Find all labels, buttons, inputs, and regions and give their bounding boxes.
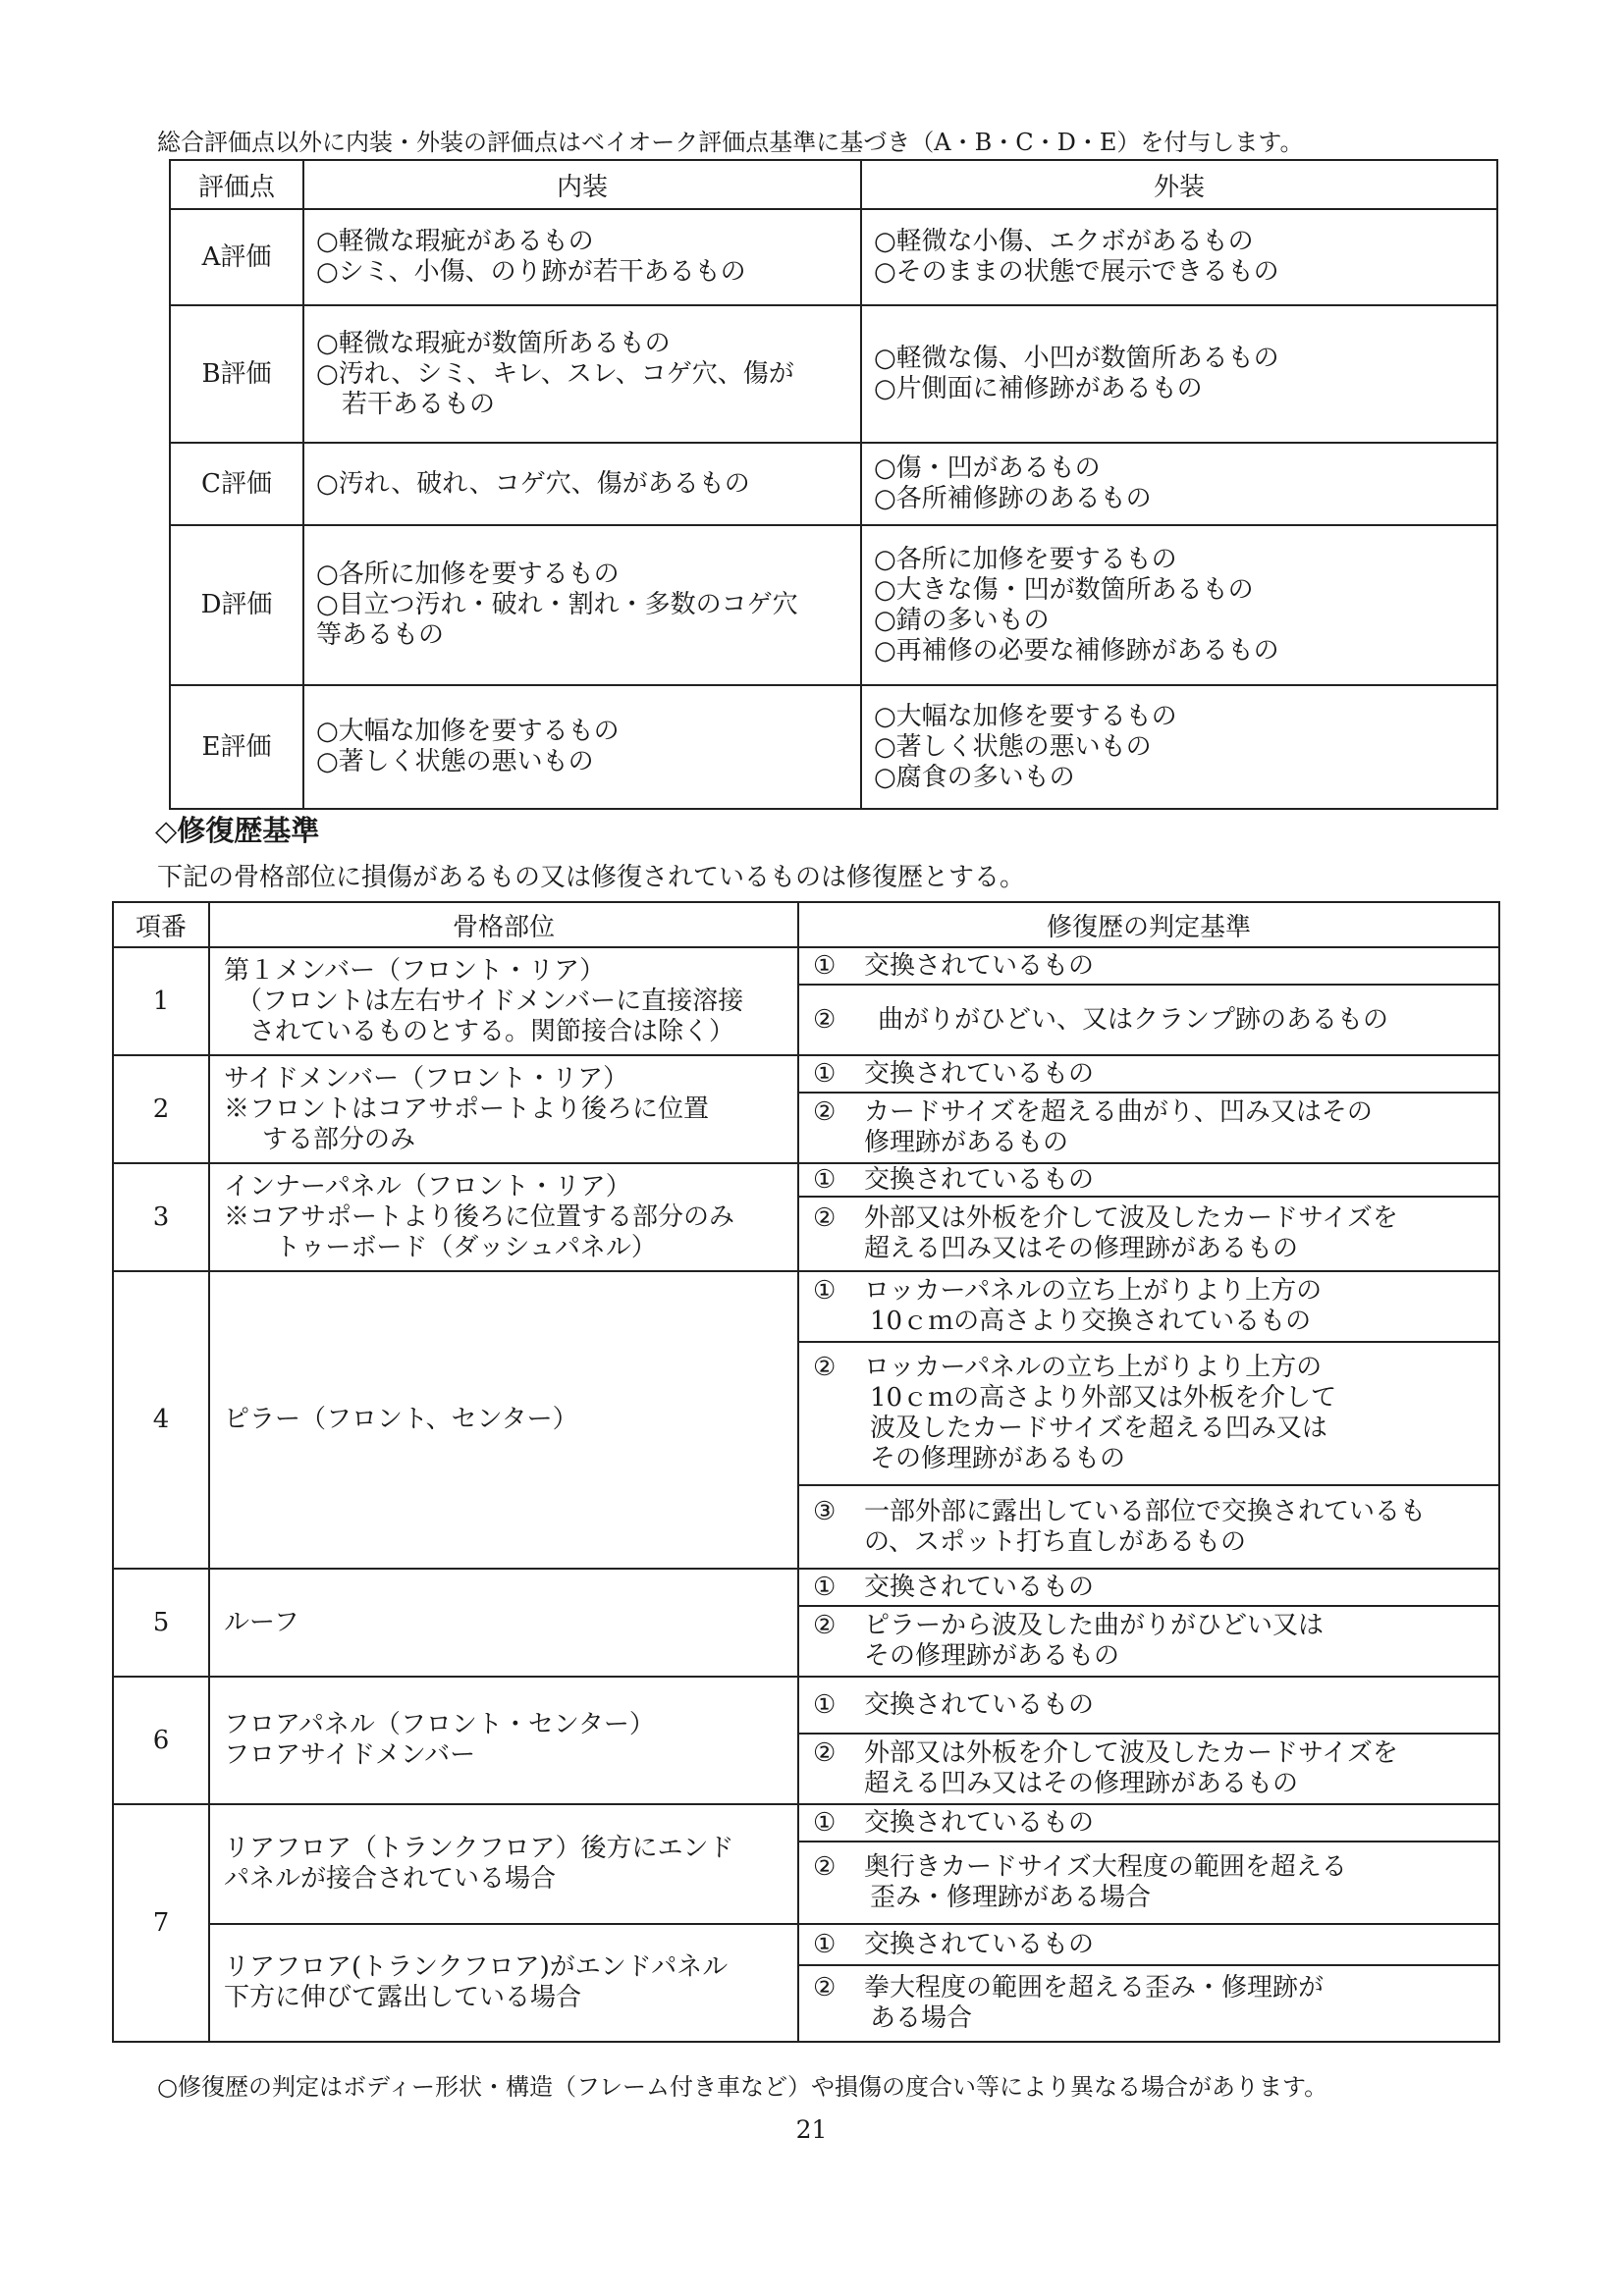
exterior-cell	[861, 209, 1497, 305]
criteria-line: ロッカーパネルの立ち上がりより上方の	[864, 1276, 1323, 1306]
part-line: ※フロントはコアサポートより後ろに位置	[224, 1094, 710, 1124]
criteria-line: 10ｃｍの高さより外部又は外板を介して	[870, 1383, 1337, 1413]
part-line: ※コアサポートより後ろに位置する部分のみ	[224, 1201, 735, 1232]
criteria-mark: ②	[813, 1097, 837, 1127]
criteria-line: 10ｃｍの高さより交換されているもの	[870, 1307, 1312, 1336]
interior-line: ○目立つ汚れ・破れ・割れ・多数のコゲ穴	[316, 590, 798, 619]
criteria-cell	[798, 1924, 1499, 1965]
interior-line: ○著しく状態の悪いもの	[316, 747, 594, 776]
table-row	[113, 1924, 1499, 1965]
item-number: 5	[113, 1569, 209, 1677]
section-title: ◇修復歴基準	[155, 814, 320, 847]
part-cell	[209, 1924, 798, 2042]
criteria-mark: ①	[813, 950, 837, 981]
part-cell	[209, 1804, 798, 1924]
intro-text: 総合評価点以外に内装・外装の評価点はベイオーク評価点基準に基づき（A・B・C・D・E）を付与します。	[157, 129, 1304, 156]
header-interior: 内装	[303, 160, 861, 209]
grade-label: C評価	[170, 443, 303, 525]
header-grade: 評価点	[170, 160, 303, 209]
section-subtitle: 下記の骨格部位に損傷があるもの又は修復されているものは修復歴とする。	[157, 863, 1026, 892]
table-row	[113, 1804, 1499, 1842]
criteria-mark: ①	[813, 1807, 837, 1838]
interior-line: ○軽微な瑕疵があるもの	[316, 227, 594, 256]
criteria-mark: ①	[813, 1164, 837, 1195]
exterior-line: ○各所補修跡のあるもの	[874, 484, 1152, 513]
exterior-line: ○片側面に補修跡があるもの	[874, 374, 1203, 403]
header-exterior: 外装	[861, 160, 1497, 209]
grade-label: B評価	[170, 305, 303, 443]
criteria-line: 外部又は外板を介して波及したカードサイズを	[864, 1203, 1398, 1233]
interior-line: ○シミ、小傷、のり跡が若干あるもの	[316, 257, 746, 287]
criteria-cell	[798, 1055, 1499, 1093]
criteria-mark: ②	[813, 1353, 837, 1382]
interior-line: 等あるもの	[316, 620, 445, 650]
criteria-line: 拳大程度の範囲を超える歪み・修理跡が	[864, 1973, 1325, 2002]
exterior-line: ○錆の多いもの	[874, 605, 1050, 635]
header-part: 骨格部位	[209, 902, 798, 947]
repair-history-table	[112, 901, 1500, 2043]
part-line: リアフロア(トランクフロア)がエンドパネル	[224, 1952, 729, 1982]
criteria-line: その修理跡があるもの	[870, 1444, 1126, 1473]
criteria-line: 修理跡があるもの	[864, 1128, 1069, 1157]
item-number: 3	[113, 1163, 209, 1271]
criteria-line: カードサイズを超える曲がり、凹み又はその	[864, 1097, 1373, 1127]
table-row	[113, 1055, 1499, 1093]
criteria-mark: ①	[813, 1572, 837, 1602]
interior-line: 若干あるもの	[342, 389, 496, 419]
table-row	[113, 1163, 1499, 1197]
part-line: 第１メンバー（フロント・リア）	[224, 955, 606, 986]
exterior-line: ○著しく状態の悪いもの	[874, 731, 1152, 762]
criteria-mark: ①	[813, 1689, 837, 1720]
part-line: リアフロア（トランクフロア）後方にエンド	[224, 1834, 734, 1863]
part-line: （フロントは左右サイドメンバーに直接溶接	[237, 986, 744, 1016]
interior-cell	[303, 209, 861, 305]
evaluation-row-b	[170, 305, 1497, 443]
criteria-cell	[798, 1163, 1499, 1197]
criteria-mark: ②	[813, 1738, 837, 1768]
criteria-cell	[798, 1569, 1499, 1606]
criteria-line: 外部又は外板を介して波及したカードサイズを	[864, 1738, 1398, 1768]
item-number: 4	[113, 1271, 209, 1569]
evaluation-table	[169, 159, 1498, 810]
interior-line: ○汚れ、シミ、キレ、スレ、コゲ穴、傷が	[316, 358, 794, 389]
exterior-line: ○軽微な小傷、エクボがあるもの	[874, 227, 1254, 256]
part-line: フロアサイドメンバー	[224, 1740, 476, 1770]
evaluation-header-row	[170, 160, 1497, 209]
criteria-line: 奥行きカードサイズ大程度の範囲を超える	[864, 1852, 1347, 1882]
page-number: 21	[795, 2115, 828, 2144]
criteria-cell	[798, 1842, 1499, 1924]
criteria-line: 超える凹み又はその修理跡があるもの	[864, 1234, 1299, 1263]
criteria-line: ロッカーパネルの立ち上がりより上方の	[864, 1353, 1323, 1382]
criteria-cell	[798, 1197, 1499, 1271]
criteria-line: 交換されているもの	[864, 1058, 1095, 1089]
part-line: パネルが接合されている場合	[224, 1864, 557, 1894]
exterior-cell	[861, 525, 1497, 685]
interior-line: ○軽微な瑕疵が数箇所あるもの	[316, 328, 671, 358]
criteria-line: 交換されているもの	[864, 950, 1095, 981]
part-line: ピラー（フロント、センター）	[224, 1405, 578, 1434]
criteria-mark: ②	[813, 1004, 837, 1035]
item-number: 2	[113, 1055, 209, 1163]
exterior-line: ○腐食の多いもの	[874, 762, 1075, 792]
table-row	[113, 1569, 1499, 1606]
criteria-cell	[798, 1485, 1499, 1569]
exterior-cell	[861, 685, 1497, 809]
criteria-line: 交換されているもの	[864, 1929, 1095, 1959]
exterior-line: ○再補修の必要な補修跡があるもの	[874, 635, 1279, 666]
criteria-line: 交換されているもの	[864, 1807, 1095, 1838]
evaluation-row-c	[170, 443, 1497, 525]
criteria-line: 交換されているもの	[864, 1689, 1095, 1720]
criteria-cell	[798, 947, 1499, 985]
exterior-cell	[861, 305, 1497, 443]
criteria-mark: ②	[813, 1203, 837, 1233]
header-criteria: 修復歴の判定基準	[798, 902, 1499, 947]
exterior-line: ○大幅な加修を要するもの	[874, 701, 1177, 731]
criteria-mark: ①	[813, 1929, 837, 1959]
interior-cell	[303, 525, 861, 685]
criteria-mark: ②	[813, 1852, 837, 1882]
interior-cell	[303, 305, 861, 443]
table-row	[113, 1271, 1499, 1342]
part-cell	[209, 1163, 798, 1271]
criteria-cell	[798, 1677, 1499, 1734]
footnote: ○修復歴の判定はボディー形状・構造（フレーム付き車など）や損傷の度合い等により異なる場合があります。	[157, 2073, 1328, 2101]
part-cell	[209, 1677, 798, 1804]
evaluation-row-d	[170, 525, 1497, 685]
criteria-cell	[798, 1606, 1499, 1677]
interior-line: ○各所に加修を要するもの	[316, 560, 620, 589]
part-cell	[209, 1569, 798, 1677]
criteria-mark: ②	[813, 1611, 837, 1640]
part-line: サイドメンバー（フロント・リア）	[224, 1063, 629, 1094]
part-line: する部分のみ	[262, 1124, 416, 1154]
exterior-line: ○各所に加修を要するもの	[874, 544, 1177, 574]
criteria-cell	[798, 1271, 1499, 1342]
criteria-line: 交換されているもの	[864, 1572, 1095, 1602]
criteria-line: 超える凹み又はその修理跡があるもの	[864, 1769, 1299, 1798]
criteria-cell	[798, 1093, 1499, 1163]
interior-line: ○汚れ、破れ、コゲ穴、傷があるもの	[316, 468, 750, 499]
item-number: 6	[113, 1677, 209, 1804]
criteria-line: ピラーから波及した曲がりがひどい又は	[864, 1611, 1325, 1640]
criteria-line: 波及したカードサイズを超える凹み又は	[870, 1414, 1327, 1443]
table-row	[113, 947, 1499, 985]
criteria-mark: ③	[813, 1496, 837, 1526]
grade-label: E評価	[170, 685, 303, 809]
part-line: フロアパネル（フロント・センター）	[224, 1710, 655, 1739]
exterior-line: ○軽微な傷、小凹が数箇所あるもの	[874, 344, 1279, 373]
evaluation-row-e	[170, 685, 1497, 809]
part-cell	[209, 1271, 798, 1569]
evaluation-row-a	[170, 209, 1497, 305]
interior-cell	[303, 443, 861, 525]
part-line: されているものとする。関節接合は除く）	[249, 1016, 735, 1046]
exterior-line: ○大きな傷・凹が数箇所あるもの	[874, 574, 1254, 605]
item-number: 1	[113, 947, 209, 1055]
criteria-mark: ①	[813, 1276, 837, 1306]
criteria-line: 一部外部に露出している部位で交換されているも	[864, 1496, 1427, 1526]
exterior-line: ○そのままの状態で展示できるもの	[874, 257, 1279, 287]
criteria-cell	[798, 1734, 1499, 1804]
table-row	[113, 1677, 1499, 1734]
part-line: ルーフ	[224, 1607, 299, 1637]
item-number: 7	[113, 1804, 209, 2042]
criteria-cell	[798, 985, 1499, 1055]
criteria-line: 交換されているもの	[864, 1164, 1095, 1195]
header-number: 項番	[113, 902, 209, 947]
interior-cell	[303, 685, 861, 809]
part-cell	[209, 1055, 798, 1163]
exterior-line: ○傷・凹があるもの	[874, 454, 1101, 483]
exterior-cell	[861, 443, 1497, 525]
grade-label: A評価	[170, 209, 303, 305]
criteria-line: 曲がりがひどい、又はクランプ跡のあるもの	[878, 1004, 1389, 1035]
criteria-line: ある場合	[870, 2003, 973, 2033]
grade-label: D評価	[170, 525, 303, 685]
criteria-cell	[798, 1965, 1499, 2042]
criteria-cell	[798, 1804, 1499, 1842]
criteria-mark: ②	[813, 1973, 837, 2002]
repair-header-row	[113, 902, 1499, 947]
criteria-line: その修理跡があるもの	[864, 1641, 1120, 1671]
criteria-line: の、スポット打ち直しがあるもの	[864, 1526, 1246, 1557]
part-line: インナーパネル（フロント・リア）	[224, 1171, 631, 1201]
part-cell	[209, 947, 798, 1055]
part-line: トゥーボード（ダッシュパネル）	[275, 1232, 657, 1262]
criteria-line: 歪み・修理跡がある場合	[870, 1883, 1152, 1912]
interior-line: ○大幅な加修を要するもの	[316, 717, 620, 746]
part-line: 下方に伸びて露出している場合	[224, 1983, 582, 2012]
criteria-cell	[798, 1342, 1499, 1485]
criteria-mark: ①	[813, 1058, 837, 1089]
